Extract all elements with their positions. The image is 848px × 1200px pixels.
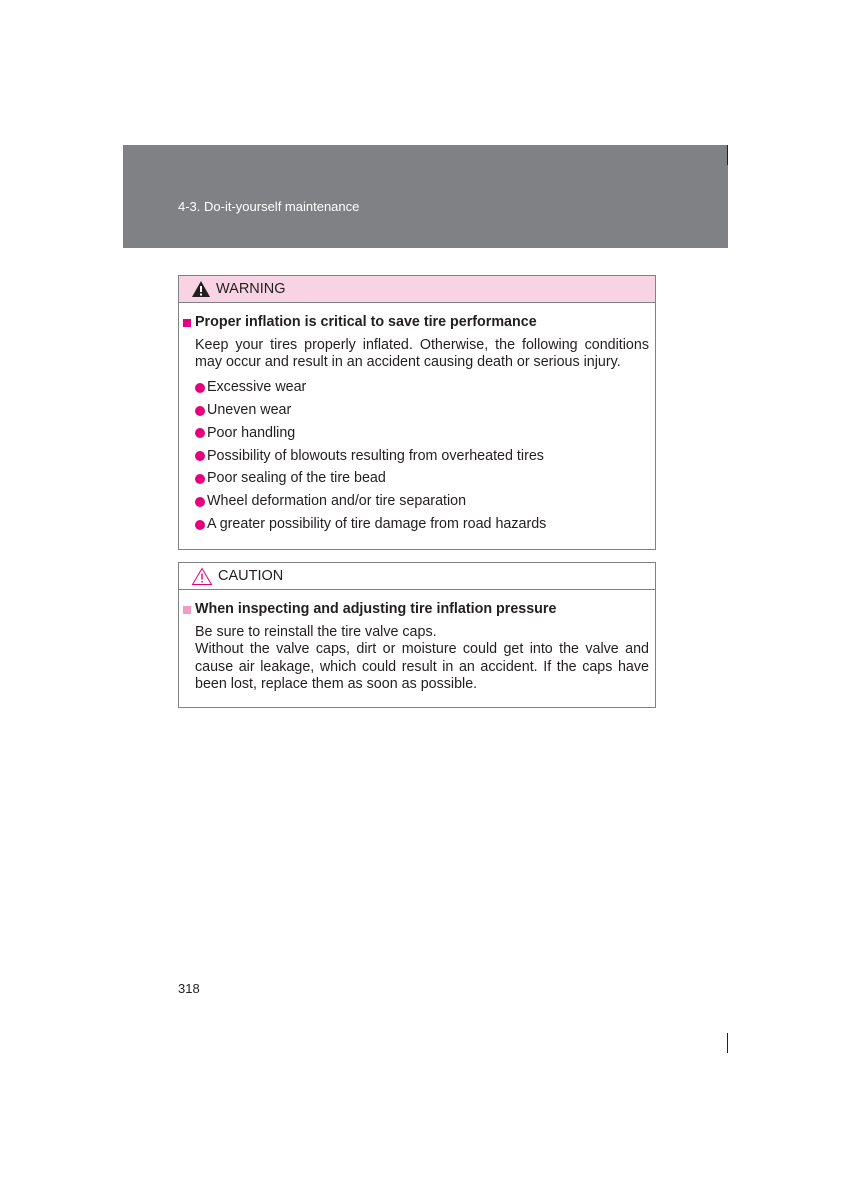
caution-header	[179, 563, 655, 590]
warning-heading	[183, 314, 649, 332]
bullet-dot-icon	[195, 383, 205, 393]
warning-bullet-list	[183, 377, 649, 537]
caution-heading	[183, 601, 649, 619]
square-bullet-icon	[183, 606, 191, 614]
list-item: Wheel deformation and/or tire separation	[195, 490, 649, 513]
crop-mark	[727, 1033, 728, 1053]
list-item: A greater possibility of tire damage from road hazards	[195, 513, 649, 536]
list-item: Excessive wear	[195, 377, 649, 400]
section-title: 4-3. Do-it-yourself maintenance	[178, 199, 360, 214]
list-item: Possibility of blowouts resulting from overheated tires	[195, 445, 649, 468]
page-number: 318	[178, 981, 200, 996]
caution-icon	[191, 567, 213, 586]
list-item: Poor sealing of the tire bead	[195, 468, 649, 491]
list-item: Poor handling	[195, 422, 649, 445]
bullet-dot-icon	[195, 520, 205, 530]
warning-label: WARNING	[216, 281, 286, 297]
bullet-dot-icon	[195, 474, 205, 484]
bullet-dot-icon	[195, 451, 205, 461]
list-item: Uneven wear	[195, 399, 649, 422]
section-header-band	[123, 145, 728, 248]
crop-mark	[727, 145, 728, 165]
warning-heading-text: Proper inflation is critical to save tire performance	[195, 314, 537, 330]
warning-box	[178, 275, 656, 550]
warning-header	[179, 276, 655, 303]
bullet-dot-icon	[195, 406, 205, 416]
bullet-dot-icon	[195, 497, 205, 507]
caution-heading-text: When inspecting and adjusting tire inflation pressure	[195, 601, 557, 617]
warning-icon	[191, 280, 211, 298]
caution-line-1: Be sure to reinstall the tire valve caps.	[195, 623, 437, 640]
caution-line-2: Without the valve caps, dirt or moisture could get into the valve and cause air leakage, which could result in an accident. If the caps have been lost, replace them as soon as possible.	[195, 641, 649, 692]
caution-box	[178, 562, 656, 708]
warning-text: Keep your tires properly inflated. Otherwise, the following conditions may occur and result in an accident causing death or serious injury.	[195, 336, 649, 370]
caution-label: CAUTION	[218, 568, 284, 584]
bullet-dot-icon	[195, 428, 205, 438]
square-bullet-icon	[183, 319, 191, 327]
